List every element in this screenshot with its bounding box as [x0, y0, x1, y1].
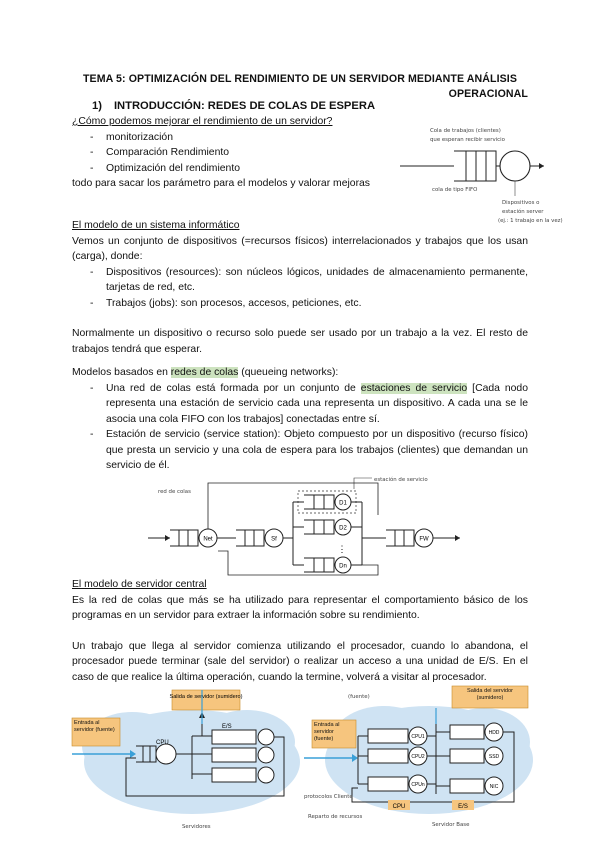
modelo-informatico-section [72, 218, 528, 357]
es-queue [212, 730, 256, 744]
cloud [438, 708, 530, 776]
cpu-queue [368, 729, 408, 743]
entrada-text-wrap [314, 722, 354, 748]
cpu1-label: CPU1 [411, 734, 425, 740]
salida-label: Salida del servidor (sumidero) [466, 688, 514, 701]
redes-colas-section [72, 365, 528, 474]
es-queue [450, 725, 484, 739]
es-node [258, 729, 274, 745]
redes-colas-intro [72, 365, 528, 381]
salida-label: Salida de servidor (sumidero) [169, 694, 243, 700]
central-server-diagram [72, 684, 302, 834]
servidor-central-para-1: Es la red de colas que más se ha utilizado para representar el comportamiento básico de los programas en un servidor para extraer la información sobre su rendimiento. [72, 594, 528, 621]
list-item [72, 381, 528, 428]
title-line-2: OPERACIONAL [448, 88, 528, 100]
es-node [258, 767, 274, 783]
disk-1-label: D1 [339, 500, 347, 507]
cpu-queue [368, 777, 408, 791]
modelo-informatico-list [72, 265, 528, 312]
note-bottom: Reparto de recursos [308, 814, 363, 820]
feedback-loop [218, 551, 378, 575]
es-queue [450, 749, 484, 763]
intro-bullet: - monitorización [72, 130, 402, 146]
queue-buffer [236, 530, 264, 546]
salida-box [172, 690, 240, 710]
es-tag-label: E/S [458, 804, 468, 810]
node-net-label: Net [203, 536, 213, 543]
note-right: Servidor Base [432, 822, 470, 828]
multi-cpu-diagram [304, 684, 534, 834]
intro-bullet-list [72, 130, 402, 177]
pointer-line [354, 478, 372, 489]
arrow-head [539, 163, 544, 169]
list-item: - Estación de servicio (service station): Objeto compuesto por un dispositivo (recurso físico) que presta un servicio y una cola de espera para los trabajos (clientes) que demandan un servicio de él. [72, 427, 528, 474]
queue-buffer [304, 520, 334, 534]
queue-label-right-3: (ej.: 1 trabajo en la vez) [498, 218, 563, 224]
hdd-label: HDD [488, 730, 500, 736]
node-sf-label: Sf [271, 536, 277, 543]
modelo-informatico-intro: Vemos un conjunto de dispositivos (=recursos físicos) interrelacionados y trabajos que los usan (carga), donde: [72, 235, 528, 262]
cpu-tag-label: CPU [392, 804, 406, 810]
list-item: - Dispositivos (resources): son núcleos lógicos, unidades de almacenamiento permanente, tarjetas de red, etc. [72, 265, 528, 296]
document-title [72, 72, 528, 102]
section-1-title: INTRODUCCIÓN: REDES DE COLAS DE ESPERA [113, 100, 376, 112]
network-label-red: red de colas [158, 489, 191, 495]
highlight-redes-de-colas: redes de colas [170, 367, 239, 378]
section-1-heading [92, 100, 375, 112]
disk-n-label: Dn [339, 563, 347, 570]
intro-bullet: - Comparación Rendimiento [72, 145, 402, 161]
text-run: [Cada nodo representa una estación de servicio cada una representa un dispositivo. A cada una se le asocia una cola FIFO con los trabajos] conectadas entre sí. [106, 382, 528, 425]
es-queue [450, 779, 484, 793]
entrada-label: Entrada al servidor (fuente) [314, 722, 340, 742]
queue-buffer [386, 530, 414, 546]
list-item: - Trabajos (jobs): son procesos, accesos, peticiones, etc. [72, 296, 528, 312]
section-1-intro [72, 114, 402, 192]
modelo-informatico-paragraph: Normalmente un dispositivo o recurso solo puede ser usado por un trabajo a la vez. El resto de trabajos tendrá que esperar. [72, 328, 528, 355]
queue-network-sketch [148, 467, 468, 577]
queue-buffer [304, 495, 334, 509]
entrada-label: Entrada al servidor (fuente) [74, 720, 115, 733]
intro-conclusion: todo para sacar los parámetro para el modelos y valorar mejoras [72, 178, 371, 189]
arrow-head [455, 535, 460, 541]
server-circle [500, 151, 530, 181]
es-queue [212, 748, 256, 762]
highlight-estaciones: estaciones de servicio [360, 382, 468, 394]
modelo-informatico-heading: El modelo de un sistema informático [72, 220, 240, 231]
text-run: Una red de colas está formada por un conjunto de [106, 382, 361, 394]
cpu-node [156, 744, 176, 764]
entrada-text-wrap [74, 720, 118, 746]
es-label: E/S [222, 724, 232, 730]
cpun-label: CPUn [411, 782, 425, 788]
queue-label-right-2: estación server [502, 209, 544, 215]
servidor-central-para-2: Un trabajo que llega al servidor comienza utilizando el procesador, cuando lo abandona, el procesador puede terminar (sale del servidor) o realizar un acceso a una unidad de E/S. En el caso de que realice la última operación, cuando la termine, volverá a visitar al procesador. [72, 640, 528, 683]
queue-sketch [396, 118, 563, 230]
cloud-top-note: (fuente) [348, 694, 370, 700]
intro-question: ¿Cómo podemos mejorar el rendimiento de un servidor? [72, 116, 333, 127]
es-queue [212, 768, 256, 782]
servidor-central-heading: El modelo de servidor central [72, 579, 207, 590]
section-1-number: 1) [92, 100, 102, 112]
queue-label-right-1: Dispositivos o [502, 200, 540, 206]
queue-buffer [454, 151, 496, 181]
es-node [258, 747, 274, 763]
cpu-queue [368, 749, 408, 763]
note-left: protocolos Cliente [304, 794, 353, 800]
queue-label-top-1: Cola de trabajos (clientes) [430, 128, 501, 134]
dots: ⋮ [337, 544, 347, 554]
cpu2-label: CPU2 [411, 754, 425, 760]
text-run: Modelos basados en [72, 367, 171, 378]
disk-2-label: D2 [339, 525, 347, 532]
queue-label-left: cola de tipo FIFO [432, 187, 478, 193]
queue-label-top-2: que esperan recibir servicio [430, 137, 505, 143]
text-run: (queueing networks): [238, 367, 339, 378]
title-line-1: TEMA 5: OPTIMIZACIÓN DEL RENDIMIENTO DE UN SERVIDOR MEDIANTE ANÁLISIS [82, 73, 517, 85]
nic-label: NIC [489, 784, 499, 790]
queue-buffer [170, 530, 198, 546]
salida-text-wrap [454, 688, 526, 708]
servidor-central-section [72, 577, 528, 685]
ssd-label: SSD [488, 754, 500, 760]
cpu-label: CPU [156, 740, 169, 746]
node-fw-label: FW [419, 536, 429, 543]
intro-bullet: - Optimización del rendimiento [72, 161, 402, 177]
redes-colas-list [72, 381, 528, 474]
arrow-head [165, 535, 170, 541]
queue-buffer [304, 558, 334, 572]
station-dashed-box [298, 491, 356, 513]
servidores-label: Servidores [182, 824, 211, 830]
network-label-station: estación de servicio [374, 477, 428, 483]
